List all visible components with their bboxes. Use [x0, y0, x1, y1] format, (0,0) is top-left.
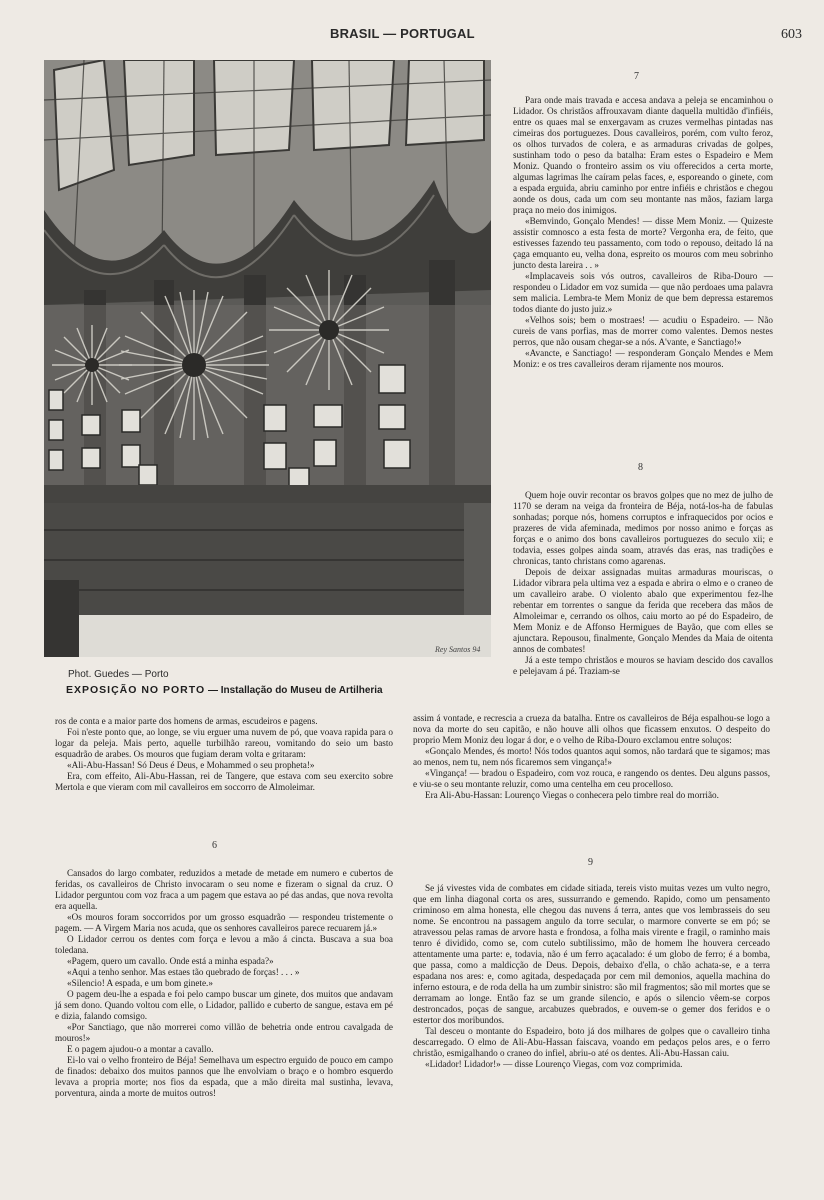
paragraph: Quem hoje ouvir recontar os bravos golpes que no mez de julho de 1170 se deram na veiga da fronteira de Béja, notá-los-ha de fabulas sonhadas; porque nós, homens corruptos e infraquecidos por ocios e prazeres de vida afeminada, medimos por nosso animo e forças as forças e o animo dos bons cavalleiros portuguezes do seculo xii; e todavia, esses golpes ainda soam, através das eras, nas tradições e chronicas, tanto christans como agarenas.	[513, 490, 773, 566]
paragraph: Era Ali-Abu-Hassan: Lourenço Viegas o conhecera pelo timbre real do morrião.	[425, 790, 719, 800]
paragraph: Depois de deixar assignadas muitas armaduras mouriscas, o Lidador vibrara pela ultima vez a espada e abrira o elmo e o craneo de um cavalleiro arabe. O violento abalo que experimentou fez-lhe rebentar em torrentes o sangue da ferida que recebera das mãos de Almoleimar e, cerrando os olhos, caiu morto ao pé do Espadeiro, de Mem Moniz e de Affonso Hermigues de Bayão, que com elles se ajunctara. Repousou, finalmente, Gonçalo Mendes da Maia de oitenta annos de combates!	[513, 567, 773, 654]
caption-subtitle: — Installação do Museu de Artilheria	[205, 685, 383, 696]
paragraph: «Pagem, quero um cavallo. Onde está a minha espada?»	[67, 956, 274, 966]
paragraph: «Implacaveis sois vós outros, cavalleiros de Riba-Douro — respondeu o Lidador em voz sumida — que não perdoaes uma palavra sem malicia. Lembra-te Mem Moniz de que bem depressa estaremos todos diante do justo juiz.»	[513, 271, 773, 314]
paragraph: ros de conta e a maior parte dos homens de armas, escudeiros e pagens.	[55, 716, 318, 726]
section-number-9: 9	[588, 857, 593, 868]
paragraph: «Por Sanctiago, que não morrerei como villão de behetria onde entrou cavalgada de mouros!»	[55, 1022, 393, 1043]
paragraph: Se já vivestes vida de combates em cidade sitiada, tereis visto muitas vezes um vulto negro, que em linha diagonal corta os ares, sussurrando e gemendo. Rapido, como um pensamento criminoso em alma honesta, elle chegou das nuvens á terra, antes que vos lembrasseis do seu nome. Se encontrou na passagem angulo da torre secular, o marmore converte se em pó; se atravessou pelas ramas de arvore hasta e frondosa, a folha mais virente e fragil, o raminho mais tenro é dividido, como se, com cutelo subtilissimo, mão de homem lhe houvera cerceado attentamente uma parte: e, todavia, não é um ferro açacalado: é um globo de ferro; é a bomba, que passa, como a maldicção de Deus. Depois, debaixo d'ella, o chão achata-se, e a terra espadana nos ares: e, como agitada, despedaçada por cem mil demonios, aquella machina do inferno estoura, e de roda della ha um zumbir sinistro: são mil fragmentos; são mil mortes que se derramam ao longe. Então faz se um grande silencio, e após o silencio vêem-se corpos destroncados, poças de sangue, arcabuzes quebrados, e ouvem-se o gemer dos feridos e o estertor dos moribundos.	[413, 883, 770, 1025]
photo-signature: Rey Santos 94	[435, 645, 481, 654]
text-block-section-8	[513, 490, 773, 677]
paragraph: Foi n'este ponto que, ao longe, se viu erguer uma nuvem de pó, que voava rapida para o logar da peleja. Mais perto, aquelle turbilhão rareou, vomitando do seio um basto esquadrão de arabes. Os mouros que fugiam deram volta e gritaram:	[55, 727, 393, 759]
paragraph: «Lidador! Lidador!» — disse Lourenço Viegas, com voz comprimida.	[425, 1059, 683, 1069]
photo-credit: Phot. Guedes — Porto	[68, 669, 169, 680]
section-number-7: 7	[634, 71, 639, 82]
paragraph: «Velhos sois; bem o mostraes! — acudiu o Espadeiro. — Não cureis de vans porfias, mas de morrer como valentes. Demos nestes perros, que não ousam chegar-se a nós. A'vante, e Sanctiago!»	[513, 315, 773, 347]
paragraph: E o pagem ajudou-o a montar a cavallo.	[67, 1044, 214, 1054]
paragraph: Era, com effeito, Ali-Abu-Hassan, rei de Tangere, que estava com seu exercito sobre Mertola e que vieram com mil cavalleiros em soccorro de Almoleimar.	[55, 771, 393, 792]
paragraph: «Vingança! — bradou o Espadeiro, com voz rouca, e rangendo os dentes. Deu alguns passos, e viu-se o seu montante reluzir, como uma centelha em ceu procelloso.	[413, 768, 770, 789]
text-block-section-6	[55, 868, 393, 1099]
paragraph: «Aqui a tenho senhor. Mas estaes tão quebrado de forças! . . . »	[67, 967, 300, 977]
section-number-8: 8	[638, 462, 643, 473]
text-block-section-7	[513, 95, 773, 370]
paragraph: «Os mouros foram soccorridos por um grosso esquadrão — respondeu tristemente o pagem. — A Virgem Maria nos acuda, que os senhores cavalleiros parece recuarem já.»	[55, 912, 393, 933]
paragraph: «Gonçalo Mendes, és morto! Nós todos quantos aqui somos, não tardará que te sigamos; mas ao menos, nem tu, nem nós ficaremos sem vingança!»	[413, 746, 770, 767]
paragraph: «Ali-Abu-Hassan! Só Deus é Deus, e Mohammed o seu propheta!»	[67, 760, 315, 770]
paragraph: Cansados do largo combater, reduzidos a metade de metade em numero e cubertos de feridas, os cavalleiros de Christo invocaram o seu nome e fizeram o signal da cruz. O Lidador perguntou com voz fraca a um pagem que estava ao pé das andas, que nova revolta era aquella.	[55, 868, 393, 911]
paragraph: Tal desceu o montante do Espadeiro, boto já dos milhares de golpes que o cavalleiro tinha descarregado. O elmo de Ali-Abu-Hassan faiscava, voando em pedaços pelos ares, e o ferro christão, esmigalhando o craneo do infiel, abriu-o até os dentes. Ali-Abu-Hassan caiu.	[413, 1026, 770, 1058]
photo-caption	[66, 684, 526, 696]
paragraph: O Lidador cerrou os dentes com força e levou a mão á cincta. Buscava a sua boa toledana.	[55, 934, 393, 955]
text-block-continuation-left	[55, 716, 393, 793]
exhibition-illustration	[44, 60, 491, 657]
paragraph: «Avancte, e Sanctiago! — responderam Gonçalo Mendes e Mem Moniz: e os tres cavalleiros deram rijamente nos mouros.	[513, 348, 773, 369]
page-number: 603	[781, 27, 802, 42]
text-block-section-9	[413, 883, 770, 1070]
paragraph: assim á vontade, e recrescia a crueza da batalha. Entre os cavalleiros de Béja espalhou-se logo a nova da morte do seu capitão, e não houve alli olhos que ficassem enxutos. O despeito do proprio Mem Moniz deu logar á dor, e o velho de Riba-Douro exclamou entre soluços:	[413, 713, 770, 745]
paragraph: O pagem deu-lhe a espada e foi pelo campo buscar um ginete, dos muitos que andavam já sem dono. Quando voltou com elle, o Lidador, pallido e cuberto de sangue, estava em pé e dizia, falando comsigo.	[55, 989, 393, 1021]
paragraph: Já a este tempo christãos e mouros se haviam descido dos cavallos e pelejavam á pé. Traziam-se	[513, 655, 773, 676]
paragraph: «Silencio! A espada, e um bom ginete.»	[67, 978, 213, 988]
caption-title: EXPOSIÇÃO NO PORTO	[66, 684, 206, 696]
text-block-continuation-right	[413, 713, 770, 801]
paragraph: «Bemvindo, Gonçalo Mendes! — disse Mem Moniz. — Quizeste assistir comnosco a esta festa de morte? Vergonha era, de feito, que estivesses fazendo teu passamento, com todo o repouso, deitado lá na çaga emquanto eu, velha dona, espreito os mouros com meu sobrinho juncto desta lareira . . »	[513, 216, 773, 270]
running-title: BRASIL — PORTUGAL	[330, 26, 475, 41]
exhibition-photograph	[44, 60, 491, 657]
paragraph: Ei-lo vai o velho fronteiro de Béja! Semelhava um espectro erguido de pouco em campo de finados: debaixo dos muitos pannos que lhe envolviam o braço e o hombro esquerdo levava a propria morte; nos fios da espada, que a mão direita mal sustinha, levava, porventura, ainda a morte de muitos outros!	[55, 1055, 393, 1098]
paragraph: Para onde mais travada e accesa andava a peleja se encaminhou o Lidador. Os christãos affrouxavam diante daquella multidão d'infiéis, entre os quaes mal se enxergavam as cruzes vermelhas pintadas nas cimeiras dos portuguezes. Dous cavalleiros, porém, com vulto feroz, os olhos turvados de colera, e as armaduras crivadas de golpes, sustinham todo o peso da batalha: Eram estes o Espadeiro e Mem Moniz. Quando o fronteiro assim os viu offerecidos a certa morte, algumas lagrimas lhe caíram pelas faces, e, esporeando o ginete, com a espada erguida, abriu caminho por entre infiéis e christãos e chegou aonde os dous, cada um com seu montante nas mãos, faziam larga praça no meio dos inimigos.	[513, 95, 773, 215]
section-number-6: 6	[212, 840, 217, 851]
